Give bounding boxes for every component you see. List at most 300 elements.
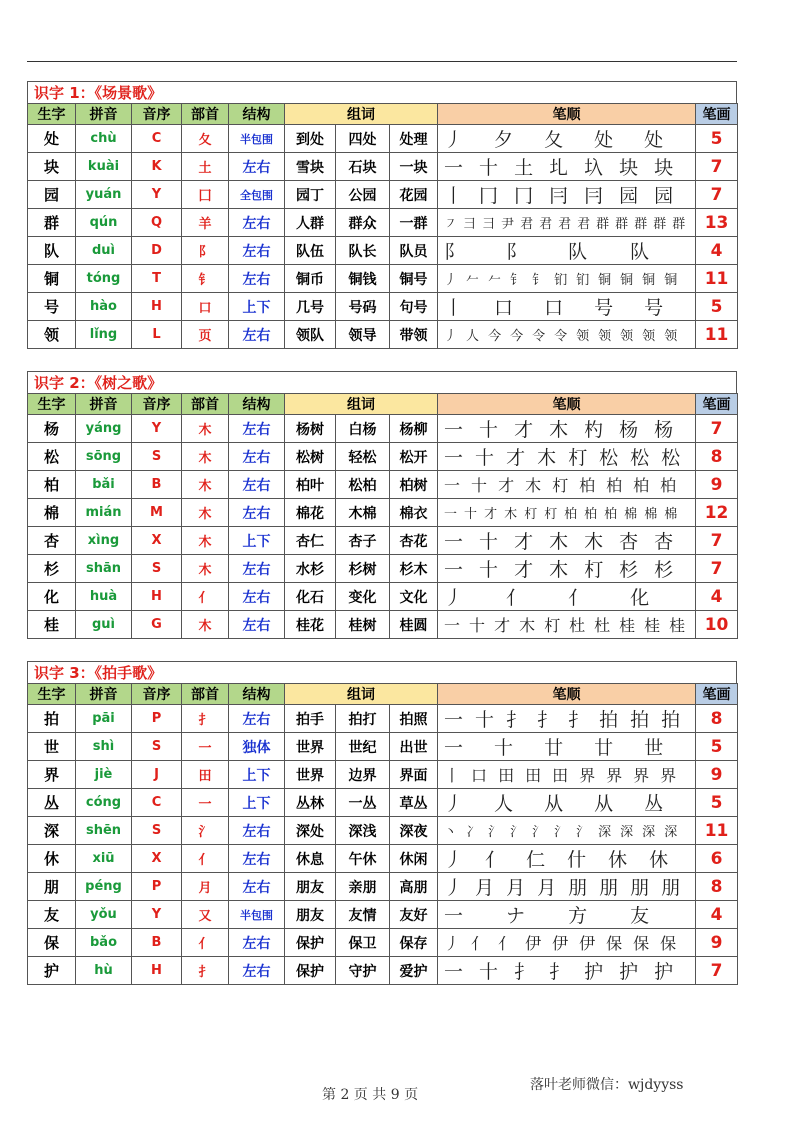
stroke-step: 领 xyxy=(664,329,678,344)
word-1: 几号 xyxy=(285,293,336,321)
word-2: 号码 xyxy=(336,293,390,321)
stroke-step: 保 xyxy=(633,934,650,953)
word-2: 深浅 xyxy=(336,817,390,845)
header-radical: 部首 xyxy=(182,104,229,125)
character: 杉 xyxy=(28,555,76,583)
stroke-step: 拍 xyxy=(630,709,650,731)
stroke-step: 朾 xyxy=(544,507,558,522)
pinyin: hù xyxy=(76,957,132,985)
section-title: 识字 3：《拍手歌》 xyxy=(27,661,737,683)
stroke-step: 铜 xyxy=(598,273,612,288)
table-row xyxy=(28,153,738,181)
stroke-step: 君 xyxy=(539,217,553,232)
header-char: 生字 xyxy=(28,104,76,125)
stroke-step: 松 xyxy=(630,447,650,469)
table-row xyxy=(28,209,738,237)
stroke-step: 𠂉 xyxy=(466,273,480,288)
structure: 左右 xyxy=(229,817,285,845)
stroke-step: 月 xyxy=(537,877,557,899)
structure: 左右 xyxy=(229,209,285,237)
word-2: 亲朋 xyxy=(336,873,390,901)
stroke-step: 十 xyxy=(464,507,478,522)
word-3: 句号 xyxy=(390,293,438,321)
stroke-step: 君 xyxy=(577,217,591,232)
stroke-step: 处 xyxy=(644,129,664,151)
pinyin: guì xyxy=(76,611,132,639)
header-order: 笔顺 xyxy=(438,394,696,415)
stroke-step: 才 xyxy=(506,447,526,469)
stroke-step: 令 xyxy=(554,329,568,344)
stroke-order xyxy=(438,705,696,733)
table-row xyxy=(28,611,738,639)
wechat-contact: 落叶老师微信：wjdyyss xyxy=(530,1077,684,1093)
stroke-step: 柏 xyxy=(604,507,618,522)
word-3: 出世 xyxy=(390,733,438,761)
stroke-step: 亻 xyxy=(498,934,515,953)
radical: 木 xyxy=(182,611,229,639)
character: 化 xyxy=(28,583,76,611)
radical: 钅 xyxy=(182,265,229,293)
stroke-step: 冃 xyxy=(584,185,604,207)
section-lesson-2 xyxy=(27,371,737,639)
pinyin: qún xyxy=(76,209,132,237)
stroke-count: 4 xyxy=(696,237,738,265)
initial-letter: H xyxy=(132,293,182,321)
stroke-step: 亻 xyxy=(506,587,526,609)
stroke-step: 队 xyxy=(568,241,588,263)
stroke-step: 群 xyxy=(634,217,648,232)
word-3: 友好 xyxy=(390,901,438,929)
stroke-count: 7 xyxy=(696,415,738,443)
stroke-step: 领 xyxy=(576,329,590,344)
word-1: 领队 xyxy=(285,321,336,349)
stroke-order xyxy=(438,789,696,817)
stroke-step: 口 xyxy=(494,297,514,319)
pinyin: chù xyxy=(76,125,132,153)
stroke-step: 桂 xyxy=(669,616,686,635)
stroke-step: 才 xyxy=(498,476,515,495)
structure: 上下 xyxy=(229,527,285,555)
stroke-order xyxy=(438,957,696,985)
character: 群 xyxy=(28,209,76,237)
stroke-step: 圦 xyxy=(584,157,604,179)
structure: 左右 xyxy=(229,555,285,583)
stroke-order xyxy=(438,125,696,153)
table-row xyxy=(28,555,738,583)
stroke-step: 朾 xyxy=(524,507,538,522)
stroke-step: 桂 xyxy=(644,616,661,635)
stroke-step: 丨 xyxy=(444,766,461,785)
word-2: 变化 xyxy=(336,583,390,611)
stroke-step: 松 xyxy=(661,447,681,469)
structure: 左右 xyxy=(229,705,285,733)
stroke-step: 处 xyxy=(594,129,614,151)
initial-letter: Q xyxy=(132,209,182,237)
word-3: 杨柳 xyxy=(390,415,438,443)
word-1: 人群 xyxy=(285,209,336,237)
radical: 亻 xyxy=(182,845,229,873)
stroke-step: 朾 xyxy=(544,616,561,635)
initial-letter: Y xyxy=(132,181,182,209)
word-2: 午休 xyxy=(336,845,390,873)
table-row xyxy=(28,237,738,265)
stroke-step: 十 xyxy=(479,531,499,553)
pinyin: tóng xyxy=(76,265,132,293)
stroke-step: 一 xyxy=(444,507,458,522)
word-2: 队长 xyxy=(336,237,390,265)
stroke-step: 队 xyxy=(630,241,650,263)
stroke-step: 界 xyxy=(606,766,623,785)
character-table xyxy=(27,103,738,349)
pinyin: jiè xyxy=(76,761,132,789)
pinyin: bǎo xyxy=(76,929,132,957)
header-structure: 结构 xyxy=(229,684,285,705)
pinyin: péng xyxy=(76,873,132,901)
stroke-step: 化 xyxy=(630,587,650,609)
stroke-step: 杨 xyxy=(619,419,639,441)
character: 丛 xyxy=(28,789,76,817)
stroke-order xyxy=(438,583,696,611)
word-3: 一群 xyxy=(390,209,438,237)
character: 友 xyxy=(28,901,76,929)
word-1: 保护 xyxy=(285,957,336,985)
stroke-step: 什 xyxy=(567,849,587,871)
structure: 左右 xyxy=(229,471,285,499)
word-3: 草丛 xyxy=(390,789,438,817)
stroke-step: 夕 xyxy=(494,129,514,151)
stroke-order xyxy=(438,845,696,873)
header-char: 生字 xyxy=(28,684,76,705)
stroke-step: 杏 xyxy=(619,531,639,553)
stroke-step: ナ xyxy=(506,905,526,927)
initial-letter: B xyxy=(132,929,182,957)
structure: 上下 xyxy=(229,789,285,817)
structure: 左右 xyxy=(229,957,285,985)
table-row xyxy=(28,415,738,443)
stroke-step: 夂 xyxy=(544,129,564,151)
table-row xyxy=(28,789,738,817)
stroke-step: 号 xyxy=(644,297,664,319)
stroke-order xyxy=(438,181,696,209)
radical: 页 xyxy=(182,321,229,349)
character-table xyxy=(27,683,738,985)
stroke-step: 才 xyxy=(514,559,534,581)
header-index: 音序 xyxy=(132,104,182,125)
stroke-step: 丿 xyxy=(444,129,464,151)
pinyin: bǎi xyxy=(76,471,132,499)
stroke-step: 扌 xyxy=(568,709,588,731)
stroke-step: 友 xyxy=(630,905,650,927)
word-1: 铜币 xyxy=(285,265,336,293)
word-3: 带领 xyxy=(390,321,438,349)
stroke-order xyxy=(438,415,696,443)
pinyin: yǒu xyxy=(76,901,132,929)
stroke-count: 12 xyxy=(696,499,738,527)
radical: 夂 xyxy=(182,125,229,153)
pinyin: yáng xyxy=(76,415,132,443)
initial-letter: P xyxy=(132,705,182,733)
stroke-step: 扌 xyxy=(506,709,526,731)
word-3: 松开 xyxy=(390,443,438,471)
header-index: 音序 xyxy=(132,684,182,705)
character: 界 xyxy=(28,761,76,789)
character: 拍 xyxy=(28,705,76,733)
initial-letter: T xyxy=(132,265,182,293)
header-count: 笔画 xyxy=(696,394,738,415)
stroke-step: 令 xyxy=(532,329,546,344)
stroke-step: 一 xyxy=(444,419,464,441)
word-2: 边界 xyxy=(336,761,390,789)
stroke-step: 群 xyxy=(672,217,686,232)
section-title: 识字 1：《场景歌》 xyxy=(27,81,737,103)
stroke-step: 一 xyxy=(444,709,464,731)
stroke-step: 君 xyxy=(520,217,534,232)
stroke-step: 木 xyxy=(519,616,536,635)
stroke-step: 亻 xyxy=(471,934,488,953)
stroke-step: 棉 xyxy=(624,507,638,522)
stroke-step: 阝 xyxy=(506,241,526,263)
word-2: 杉树 xyxy=(336,555,390,583)
stroke-step: ㇇ xyxy=(444,217,458,232)
stroke-step: 十 xyxy=(479,559,499,581)
word-3: 杉木 xyxy=(390,555,438,583)
stroke-step: 柏 xyxy=(633,476,650,495)
stroke-step: 才 xyxy=(514,419,534,441)
stroke-step: 号 xyxy=(594,297,614,319)
stroke-count: 11 xyxy=(696,321,738,349)
initial-letter: B xyxy=(132,471,182,499)
stroke-step: 园 xyxy=(619,185,639,207)
word-1: 世界 xyxy=(285,761,336,789)
stroke-step: 月 xyxy=(475,877,495,899)
stroke-order xyxy=(438,733,696,761)
word-2: 一丛 xyxy=(336,789,390,817)
table-row xyxy=(28,499,738,527)
header-char: 生字 xyxy=(28,394,76,415)
stroke-step: 园 xyxy=(654,185,674,207)
stroke-order xyxy=(438,471,696,499)
initial-letter: D xyxy=(132,237,182,265)
stroke-step: 木 xyxy=(525,476,542,495)
stroke-step: 冃 xyxy=(549,185,569,207)
initial-letter: S xyxy=(132,443,182,471)
stroke-step: 杓 xyxy=(584,419,604,441)
stroke-step: 朋 xyxy=(599,877,619,899)
stroke-order xyxy=(438,873,696,901)
word-3: 处理 xyxy=(390,125,438,153)
stroke-step: 朋 xyxy=(630,877,650,899)
word-2: 松柏 xyxy=(336,471,390,499)
stroke-step: 一 xyxy=(444,905,464,927)
stroke-step: 护 xyxy=(619,961,639,983)
stroke-step: 深 xyxy=(664,825,678,840)
table-row xyxy=(28,733,738,761)
stroke-order xyxy=(438,293,696,321)
stroke-step: 松 xyxy=(599,447,619,469)
character: 领 xyxy=(28,321,76,349)
word-2: 木棉 xyxy=(336,499,390,527)
word-1: 朋友 xyxy=(285,873,336,901)
stroke-step: 杉 xyxy=(654,559,674,581)
word-1: 队伍 xyxy=(285,237,336,265)
character: 桂 xyxy=(28,611,76,639)
stroke-step: 氵 xyxy=(510,825,524,840)
word-1: 水杉 xyxy=(285,555,336,583)
structure: 左右 xyxy=(229,845,285,873)
word-2: 公园 xyxy=(336,181,390,209)
stroke-step: 扌 xyxy=(514,961,534,983)
word-2: 领导 xyxy=(336,321,390,349)
word-1: 园丁 xyxy=(285,181,336,209)
character: 保 xyxy=(28,929,76,957)
pinyin: mián xyxy=(76,499,132,527)
stroke-step: 群 xyxy=(615,217,629,232)
stroke-count: 7 xyxy=(696,555,738,583)
stroke-count: 7 xyxy=(696,527,738,555)
word-3: 界面 xyxy=(390,761,438,789)
stroke-step: 保 xyxy=(606,934,623,953)
pinyin: yuán xyxy=(76,181,132,209)
initial-letter: S xyxy=(132,733,182,761)
initial-letter: C xyxy=(132,789,182,817)
word-1: 杨树 xyxy=(285,415,336,443)
header-count: 笔画 xyxy=(696,104,738,125)
stroke-count: 6 xyxy=(696,845,738,873)
word-3: 铜号 xyxy=(390,265,438,293)
stroke-step: 钅 xyxy=(532,273,546,288)
stroke-count: 5 xyxy=(696,733,738,761)
stroke-step: 休 xyxy=(649,849,669,871)
pinyin: duì xyxy=(76,237,132,265)
word-2: 守护 xyxy=(336,957,390,985)
table-row xyxy=(28,705,738,733)
word-1: 柏叶 xyxy=(285,471,336,499)
header-row xyxy=(28,104,738,125)
stroke-step: 钔 xyxy=(576,273,590,288)
word-1: 休息 xyxy=(285,845,336,873)
header-order: 笔顺 xyxy=(438,104,696,125)
radical: 一 xyxy=(182,733,229,761)
word-3: 休闲 xyxy=(390,845,438,873)
structure: 左右 xyxy=(229,583,285,611)
character: 号 xyxy=(28,293,76,321)
header-index: 音序 xyxy=(132,394,182,415)
stroke-step: 棉 xyxy=(644,507,658,522)
structure: 半包围 xyxy=(229,901,285,929)
stroke-step: 丨 xyxy=(444,185,464,207)
stroke-step: 十 xyxy=(494,737,514,759)
word-1: 保护 xyxy=(285,929,336,957)
structure: 上下 xyxy=(229,761,285,789)
character: 深 xyxy=(28,817,76,845)
stroke-order xyxy=(438,817,696,845)
stroke-count: 11 xyxy=(696,817,738,845)
stroke-count: 4 xyxy=(696,583,738,611)
stroke-step: 木 xyxy=(504,507,518,522)
table-row xyxy=(28,471,738,499)
stroke-step: 十 xyxy=(479,419,499,441)
word-1: 深处 xyxy=(285,817,336,845)
radical: 扌 xyxy=(182,957,229,985)
header-pinyin: 拼音 xyxy=(76,684,132,705)
word-3: 高朋 xyxy=(390,873,438,901)
stroke-step: 冂 xyxy=(479,185,499,207)
stroke-step: 块 xyxy=(619,157,639,179)
stroke-step: 丿 xyxy=(444,934,461,953)
stroke-order xyxy=(438,555,696,583)
initial-letter: S xyxy=(132,817,182,845)
stroke-count: 13 xyxy=(696,209,738,237)
radical: 月 xyxy=(182,873,229,901)
word-2: 石块 xyxy=(336,153,390,181)
stroke-step: 深 xyxy=(598,825,612,840)
stroke-step: 丿 xyxy=(444,587,464,609)
stroke-count: 8 xyxy=(696,705,738,733)
initial-letter: H xyxy=(132,583,182,611)
table-row xyxy=(28,443,738,471)
header-structure: 结构 xyxy=(229,104,285,125)
stroke-order xyxy=(438,761,696,789)
table-row xyxy=(28,817,738,845)
table-row xyxy=(28,901,738,929)
stroke-step: 钅 xyxy=(510,273,524,288)
header-order: 笔顺 xyxy=(438,684,696,705)
stroke-order xyxy=(438,611,696,639)
word-2: 世纪 xyxy=(336,733,390,761)
character: 松 xyxy=(28,443,76,471)
initial-letter: X xyxy=(132,527,182,555)
pinyin: shān xyxy=(76,555,132,583)
structure: 左右 xyxy=(229,265,285,293)
structure: 左右 xyxy=(229,321,285,349)
header-structure: 结构 xyxy=(229,394,285,415)
word-1: 松树 xyxy=(285,443,336,471)
stroke-count: 9 xyxy=(696,929,738,957)
header-pinyin: 拼音 xyxy=(76,104,132,125)
stroke-step: 冫 xyxy=(466,825,480,840)
stroke-step: 界 xyxy=(579,766,596,785)
word-3: 杏花 xyxy=(390,527,438,555)
stroke-step: 柏 xyxy=(564,507,578,522)
stroke-step: 圠 xyxy=(549,157,569,179)
stroke-step: 从 xyxy=(544,793,564,815)
stroke-step: 领 xyxy=(620,329,634,344)
stroke-order xyxy=(438,237,696,265)
stroke-step: 木 xyxy=(537,447,557,469)
character: 杏 xyxy=(28,527,76,555)
structure: 全包围 xyxy=(229,181,285,209)
stroke-step: 朾 xyxy=(552,476,569,495)
word-1: 雪块 xyxy=(285,153,336,181)
word-2: 群众 xyxy=(336,209,390,237)
character: 柏 xyxy=(28,471,76,499)
stroke-step: 今 xyxy=(488,329,502,344)
pinyin: huà xyxy=(76,583,132,611)
stroke-step: 棉 xyxy=(664,507,678,522)
stroke-step: ⺕ xyxy=(482,217,496,232)
initial-letter: H xyxy=(132,957,182,985)
stroke-step: 丨 xyxy=(444,297,464,319)
stroke-step: 柏 xyxy=(579,476,596,495)
stroke-step: 一 xyxy=(444,616,461,635)
table-row xyxy=(28,761,738,789)
stroke-step: 杜 xyxy=(569,616,586,635)
stroke-step: 群 xyxy=(596,217,610,232)
stroke-count: 11 xyxy=(696,265,738,293)
stroke-order xyxy=(438,901,696,929)
stroke-step: 人 xyxy=(494,793,514,815)
radical: 阝 xyxy=(182,237,229,265)
